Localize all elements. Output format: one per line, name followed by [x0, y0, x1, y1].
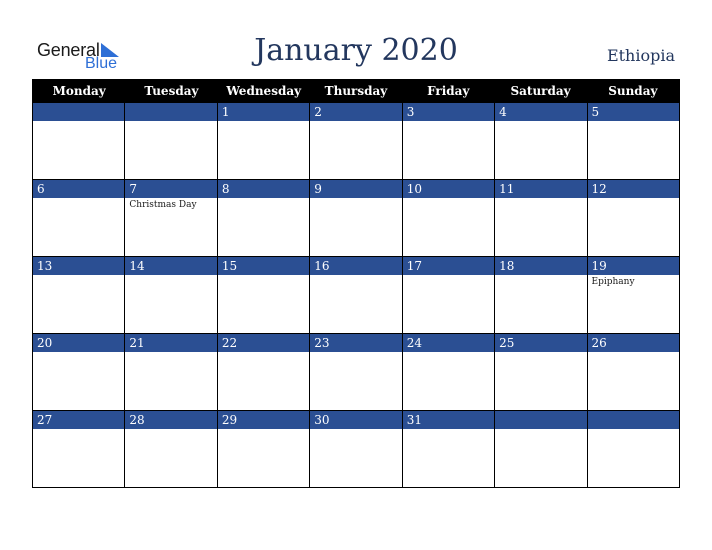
weekday-header: Wednesday [226, 84, 302, 98]
day-cell [402, 411, 494, 487]
day-cell [402, 257, 494, 333]
day-number: 27 [33, 411, 124, 429]
day-cell [402, 334, 494, 410]
day-cell [309, 180, 401, 256]
day-number: 26 [588, 334, 679, 352]
day-number: 20 [33, 334, 124, 352]
day-cell [494, 180, 586, 256]
day-cell [217, 411, 309, 487]
day-cell [309, 411, 401, 487]
day-cell [33, 180, 124, 256]
day-cell [124, 334, 216, 410]
day-cell [309, 103, 401, 179]
day-cell [494, 334, 586, 410]
holiday-label: Christmas Day [129, 200, 197, 210]
day-number: 6 [33, 180, 124, 198]
day-number: 28 [125, 411, 216, 429]
week-row [33, 256, 679, 333]
weekday-header-row [33, 80, 679, 103]
day-number: 23 [310, 334, 401, 352]
day-cell [217, 257, 309, 333]
page-title: January 2020 [254, 33, 458, 68]
day-cell [217, 180, 309, 256]
week-row [33, 410, 679, 487]
weekday-header: Tuesday [144, 84, 199, 98]
day-number: 16 [310, 257, 401, 275]
day-number: 25 [495, 334, 586, 352]
day-number: 13 [33, 257, 124, 275]
day-number: 9 [310, 180, 401, 198]
day-number: 3 [403, 103, 494, 121]
day-cell [33, 103, 124, 179]
day-cell [217, 103, 309, 179]
day-number: 12 [588, 180, 679, 198]
calendar-grid [32, 79, 680, 488]
day-number: 18 [495, 257, 586, 275]
logo-text-general: General [37, 40, 100, 60]
day-number [125, 103, 216, 121]
weekday-header: Friday [427, 84, 470, 98]
day-cell [309, 257, 401, 333]
weekday-header: Sunday [608, 84, 658, 98]
day-number: 17 [403, 257, 494, 275]
day-cell [494, 257, 586, 333]
day-cell [33, 334, 124, 410]
day-cell [124, 257, 216, 333]
day-cell [402, 180, 494, 256]
day-number: 1 [218, 103, 309, 121]
day-number: 31 [403, 411, 494, 429]
day-number: 29 [218, 411, 309, 429]
weekday-header: Thursday [324, 84, 388, 98]
day-number: 15 [218, 257, 309, 275]
day-number: 24 [403, 334, 494, 352]
day-cell [309, 334, 401, 410]
day-number: 19 [588, 257, 679, 275]
weekday-header: Saturday [510, 84, 571, 98]
logo-text-blue: Blue [85, 55, 118, 72]
weeks-container [33, 103, 679, 487]
day-number: 21 [125, 334, 216, 352]
day-cell [587, 257, 679, 333]
day-cell [33, 257, 124, 333]
day-number: 30 [310, 411, 401, 429]
weekday-header: Monday [52, 84, 106, 98]
holiday-label: Epiphany [591, 277, 635, 287]
day-number: 22 [218, 334, 309, 352]
week-row [33, 103, 679, 179]
day-number: 11 [495, 180, 586, 198]
day-number: 10 [403, 180, 494, 198]
day-number: 5 [588, 103, 679, 121]
day-cell [124, 180, 216, 256]
day-number: 14 [125, 257, 216, 275]
day-number [495, 411, 586, 429]
day-cell [33, 411, 124, 487]
day-cell [587, 334, 679, 410]
day-number: 2 [310, 103, 401, 121]
day-number: 8 [218, 180, 309, 198]
week-row [33, 179, 679, 256]
day-number [588, 411, 679, 429]
country-label: Ethiopia [606, 46, 675, 65]
day-number [33, 103, 124, 121]
day-cell [494, 411, 586, 487]
day-number: 7 [125, 180, 216, 198]
day-cell [587, 103, 679, 179]
day-cell [587, 411, 679, 487]
day-cell [217, 334, 309, 410]
day-number: 4 [495, 103, 586, 121]
day-cell [124, 411, 216, 487]
day-cell [124, 103, 216, 179]
day-cell [494, 103, 586, 179]
week-row [33, 333, 679, 410]
day-cell [402, 103, 494, 179]
day-cell [587, 180, 679, 256]
